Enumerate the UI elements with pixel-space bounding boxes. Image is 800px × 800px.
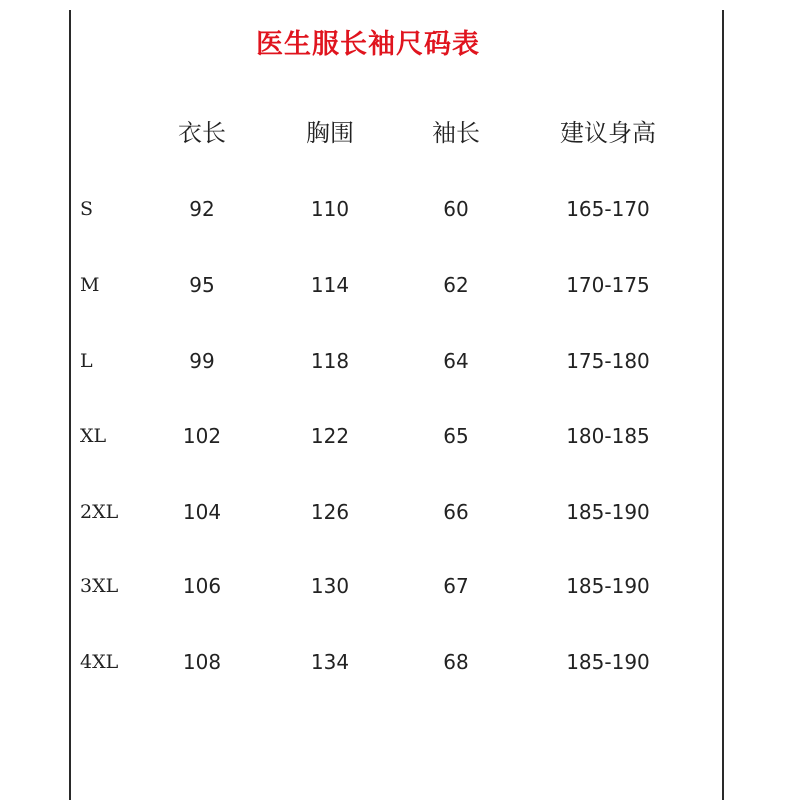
length-value: 95 <box>189 273 215 297</box>
header-sleeve: 袖长 <box>432 119 480 147</box>
size-label: XL <box>80 425 107 447</box>
length-value: 104 <box>182 500 222 524</box>
sleeve-value: 60 <box>443 197 469 221</box>
height-value: 185-190 <box>566 574 650 598</box>
table-row <box>0 265 800 305</box>
height-value: 175-180 <box>566 349 650 373</box>
chest-value: 110 <box>310 197 350 221</box>
length-value: 102 <box>182 424 222 448</box>
header-length: 衣长 <box>178 119 226 147</box>
size-label: M <box>80 274 100 296</box>
sleeve-value: 62 <box>443 273 469 297</box>
size-label: 4XL <box>80 651 119 673</box>
sleeve-value: 66 <box>443 500 469 524</box>
length-value: 92 <box>189 197 215 221</box>
header-height: 建议身高 <box>560 119 656 147</box>
sleeve-value: 68 <box>443 650 469 674</box>
table-row <box>0 642 800 682</box>
chest-value: 134 <box>310 650 350 674</box>
length-value: 108 <box>182 650 222 674</box>
table-header-row <box>0 113 800 153</box>
page-title: 医生服长袖尺码表 <box>256 29 480 60</box>
chest-value: 126 <box>310 500 350 524</box>
chest-value: 118 <box>310 349 350 373</box>
table-row <box>0 341 800 381</box>
height-value: 170-175 <box>566 273 650 297</box>
chest-value: 130 <box>310 574 350 598</box>
height-value: 180-185 <box>566 424 650 448</box>
sleeve-value: 67 <box>443 574 469 598</box>
chest-value: 114 <box>310 273 350 297</box>
height-value: 185-190 <box>566 500 650 524</box>
height-value: 185-190 <box>566 650 650 674</box>
header-chest: 胸围 <box>306 119 354 147</box>
sleeve-value: 64 <box>443 349 469 373</box>
table-row <box>0 492 800 532</box>
height-value: 165-170 <box>566 197 650 221</box>
size-label: 3XL <box>80 575 119 597</box>
sleeve-value: 65 <box>443 424 469 448</box>
table-row <box>0 416 800 456</box>
length-value: 99 <box>189 349 215 373</box>
size-label: 2XL <box>80 501 119 523</box>
size-label: S <box>80 198 94 220</box>
chest-value: 122 <box>310 424 350 448</box>
table-row <box>0 189 800 229</box>
size-label: L <box>80 350 93 372</box>
table-row <box>0 566 800 606</box>
length-value: 106 <box>182 574 222 598</box>
